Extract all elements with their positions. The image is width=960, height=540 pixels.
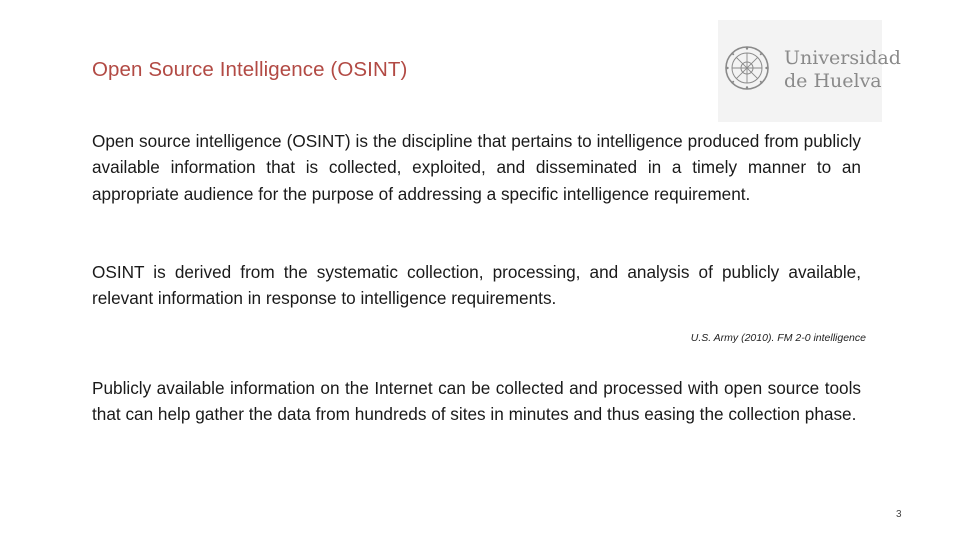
slide-title: Open Source Intelligence (OSINT) (92, 58, 408, 81)
citation: U.S. Army (2010). FM 2-0 intelligence (690, 332, 866, 344)
university-name-line1: Universidad (784, 47, 901, 69)
university-seal-icon (718, 20, 778, 122)
paragraph-osint-derivation: OSINT is derived from the systematic collection, processing, and analysis of publicly available, relevant information in response to intelligence requirements. (92, 262, 861, 309)
university-name (784, 47, 901, 93)
university-name-line2: de Huelva (784, 70, 882, 92)
university-logo (718, 20, 901, 122)
paragraph-osint-definition: Open source intelligence (OSINT) is the discipline that pertains to intelligence produced from publicly available information that is collected, exploited, and disseminated in a timely manner to an appropriate audience for the purpose of addressing a specific intelligence requirement. (92, 131, 861, 204)
page-number: 3 (896, 509, 902, 520)
paragraph-osint-tools: Publicly available information on the Internet can be collected and processed with open source tools that can help gather the data from hundreds of sites in minutes and thus easing the collection phase. (92, 378, 861, 425)
